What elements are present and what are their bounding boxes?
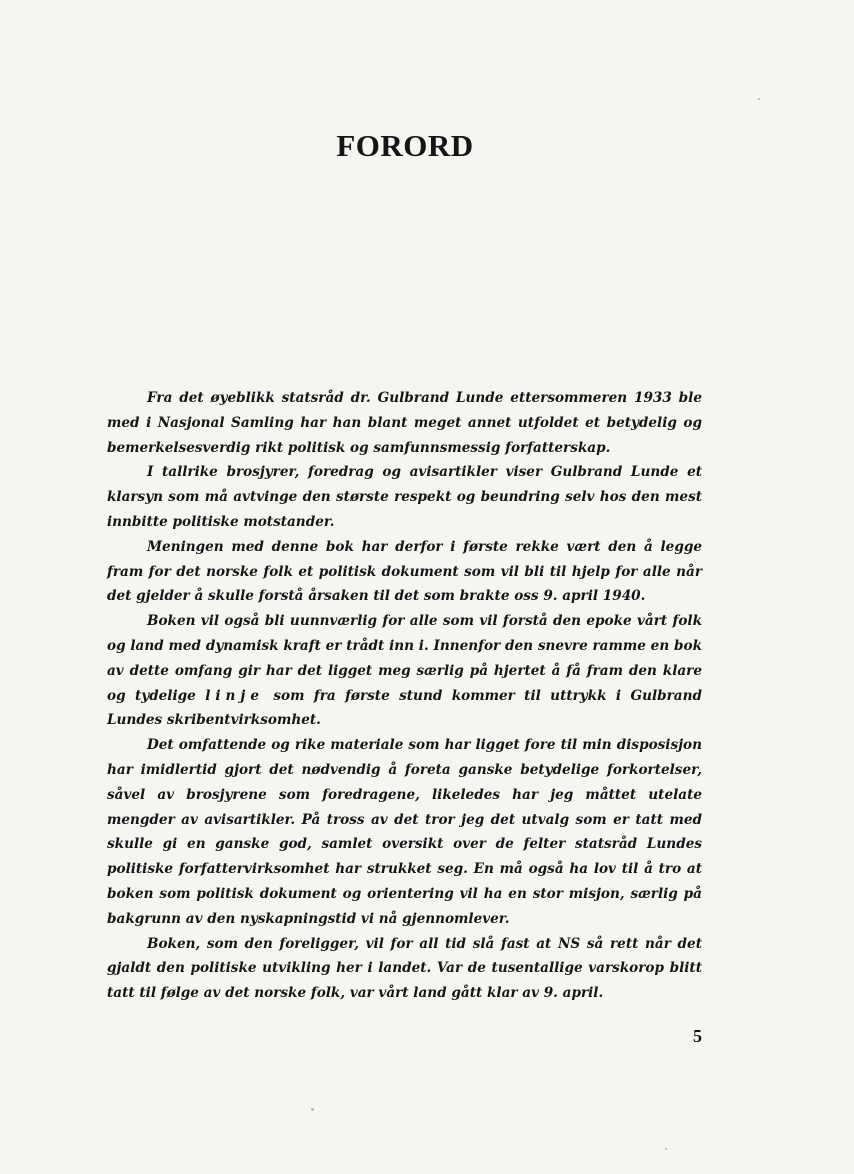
- paper-speck: [758, 98, 760, 100]
- page-number: 5: [693, 1026, 702, 1046]
- paragraph-4: [107, 609, 702, 733]
- paragraph-1: Fra det øyeblikk statsråd dr. Gulbrand Lunde ettersommeren 1933 ble med i Nasjonal Samling har han blant meget annet utfoldet et betydelig og bemerkelsesverdig rikt politisk og samfunnsmessig forfatterskap.: [107, 390, 702, 456]
- paragraph-4-after: som fra første stund kommer til uttrykk i Gulbrand Lundes skribentvirksomhet.: [107, 687, 702, 729]
- paragraph-6: Boken, som den foreligger, vil for all tid slå fast at NS så rett når det gjaldt den politiske utvikling her i landet. Var de tusentallige varskorop blitt tatt til følge av det norske folk, var vårt land gått klar av 9. april.: [107, 935, 702, 1002]
- paragraph-4-spaced-word: linje: [205, 687, 264, 704]
- page-title: FORORD: [336, 128, 474, 163]
- paper-speck: [311, 1108, 314, 1111]
- paragraph-4-before: Boken vil også bli uunnværlig for alle som vil forstå den epoke vårt folk og land med dynamisk kraft er trådt inn i. Innenfor den snevre ramme en bok av dette omfang gir har det ligget meg særlig på hjertet å få fram den klare og tydelige: [107, 613, 702, 704]
- paragraph-3: Meningen med denne bok har derfor i første rekke vært den å legge fram for det norske folk et politisk dokument som vil bli til hjelp for alle når det gjelder å skulle forstå årsaken til det som brakte oss 9. april 1940.: [107, 538, 702, 605]
- paragraph-5: Det omfattende og rike materiale som har ligget fore til min disposisjon har imidlertid gjort det nødvendig å foreta ganske betydelige forkortelser, såvel av brosjyrene som foredragene, likeledes har jeg måttet utelate mengder av avisartikler. På tross av det tror jeg det utvalg som er tatt med skulle gi en ganske god, samlet oversikt over de felter statsråd Lundes politiske forfattervirksomhet har strukket seg. En må også ha lov til å tro at boken som politisk dokument og orientering vil ha en stor misjon, særlig på bakgrunn av den nyskapningstid vi nå gjennomlever.: [107, 737, 702, 927]
- paragraph-2: I tallrike brosjyrer, foredrag og avisartikler viser Gulbrand Lunde et klarsyn som må avtvinge den største respekt og beundring selv hos den mest innbitte politiske motstander.: [107, 464, 702, 530]
- body-text: [107, 386, 702, 1006]
- paper-speck: [665, 1148, 667, 1150]
